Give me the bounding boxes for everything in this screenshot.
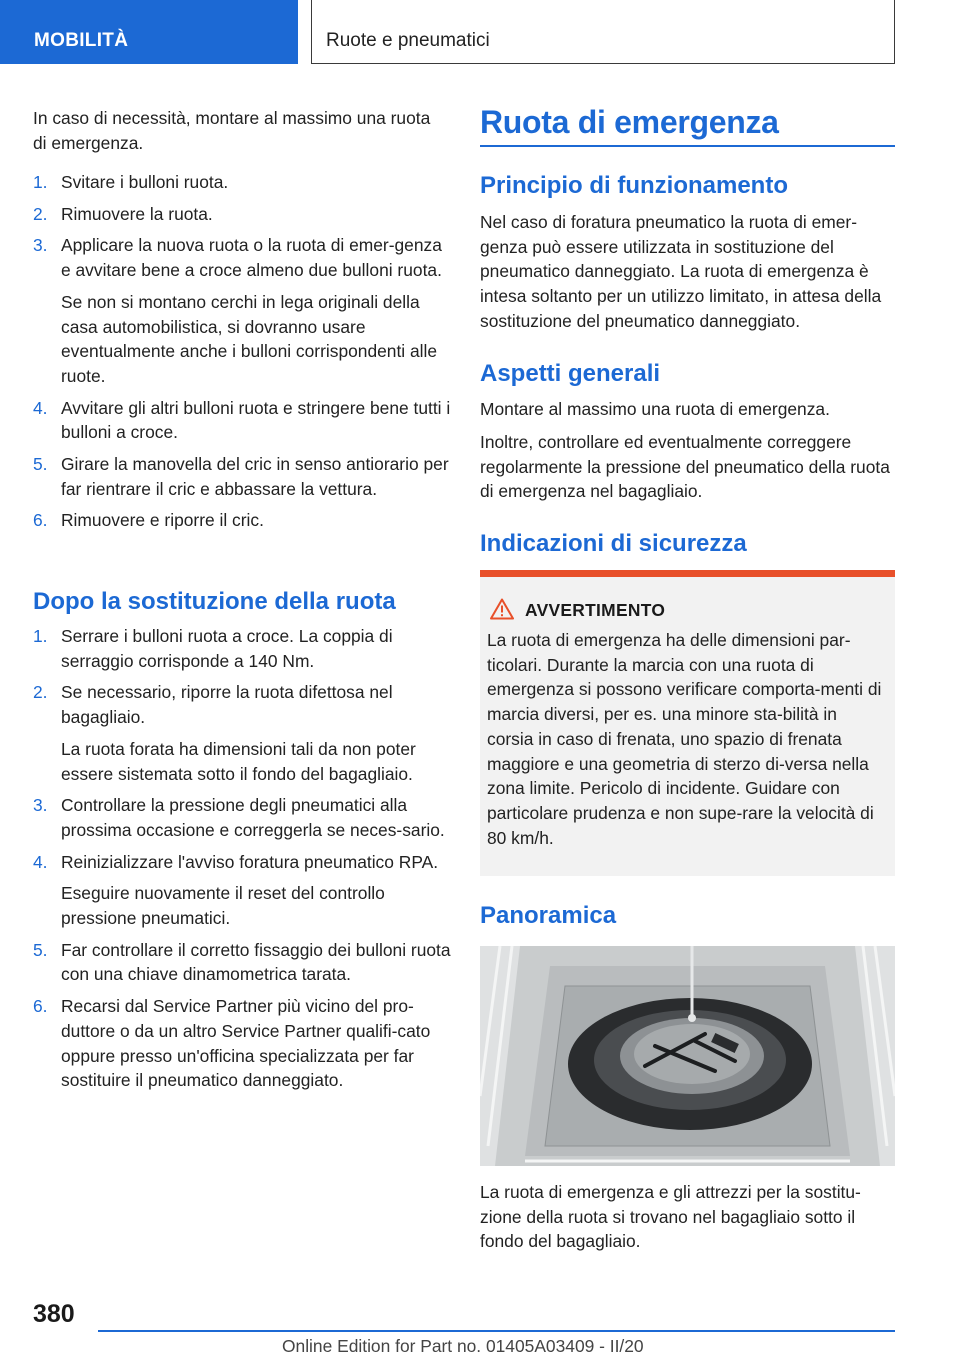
list-item: 1. Svitare i bulloni ruota. — [33, 172, 229, 192]
page-title: Ruota di emergenza — [480, 104, 779, 140]
list-item: 2. Se necessario, riporre la ruota difettosa nel bagagliaio. La ruota forata ha dimensioni tali da non poter essere sistemata sotto il fondo del bagagliaio. — [33, 682, 416, 784]
list-item: 6. Recarsi dal Service Partner più vicino del pro-duttore o da un altro Service Partner qualifi-cato oppure presso un'officina specializzata per far sostituire il pneumatico danneggiato. — [33, 996, 431, 1091]
list-item: 4. Reinizializzare l'avviso foratura pneumatico RPA. Eseguire nuovamente il reset del controllo pressione pneumatici. — [33, 851, 439, 929]
list-item: 4. Avvitare gli altri bulloni ruota e stringere bene tutti i bulloni a croce. — [33, 397, 451, 443]
warning-bar — [480, 570, 895, 577]
heading-principle: Principio di funzionamento — [480, 172, 788, 199]
section-title: MOBILITÀ — [34, 30, 129, 51]
list-item: 3. Controllare la pressione degli pneumatici alla prossima occasione e correggerla se neces-sario. — [33, 795, 445, 840]
general-paragraph-2: Inoltre, controllare ed eventualmente correggere regolarmente la pressione del pneumatico della ruota di emergenza nel bagagliaio. — [480, 432, 890, 502]
warning-title: AVVERTIMENTO — [525, 600, 666, 620]
heading-overview: Panoramica — [480, 902, 617, 929]
chapter-title: Ruote e pneumatici — [326, 30, 490, 51]
warning-text: La ruota di emergenza ha delle dimensioni par-ticolari. Durante la marcia con una ruota di emergenza si possono verificare comporta-menti di marcia diversi, per es. una minore sta-bilità in corsia in caso di frenata, uno spazio di frenata maggiore e una geometria di sterzo di-versa nella zona limite. Pericolo di incidente. Guidare con particolare prudenza e non supe-rare la velocità di 80 km/h. — [487, 630, 882, 848]
heading-after-replacement: Dopo la sostituzione della ruota — [33, 588, 396, 615]
list-item: 1. Serrare i bulloni ruota a croce. La coppia di serraggio corrisponde a 140 Nm. — [33, 626, 393, 671]
page-number: 380 — [33, 1300, 75, 1328]
list-item: 5. Girare la manovella del cric in senso antiorario per far rientrare il cric e abbassare la vettura. — [33, 454, 449, 499]
list-item: 5. Far controllare il corretto fissaggio dei bulloni ruota con una chiave dinamometrica tarata. — [33, 939, 451, 985]
list-item: 6. Rimuovere e riporre il cric. — [33, 510, 264, 531]
section-tab — [0, 0, 298, 64]
list-item: 3. Applicare la nuova ruota o la ruota di emer-genza e avvitare bene a croce almeno due bulloni ruota. Se non si montano cerchi in lega originali della casa automobilistica, si dovranno usare eventualmente anche i bulloni corrispondenti alle ruote. — [33, 235, 442, 386]
steps-list-after — [33, 624, 453, 1093]
chapter-tab — [311, 0, 895, 64]
heading-safety: Indicazioni di sicurezza — [480, 530, 747, 557]
title-rule — [480, 145, 895, 147]
intro-paragraph: In caso di necessità, montare al massimo una ruota di emergenza. — [33, 108, 431, 153]
steps-list-replace — [33, 170, 453, 533]
image-caption: La ruota di emergenza e gli attrezzi per la sostitu-zione della ruota si trovano nel bagagliaio sotto il fondo del bagagliaio. — [480, 1182, 861, 1252]
footer-edition: Online Edition for Part no. 01405A03409 - II/20 — [282, 1336, 644, 1356]
general-paragraph-1: Montare al massimo una ruota di emergenza. — [480, 399, 830, 419]
warning-box — [480, 570, 895, 876]
principle-paragraph: Nel caso di foratura pneumatico la ruota di emer-genza può essere utilizzata in sostituzione del pneumatico danneggiato. La ruota di emergenza è intesa soltanto per un utilizzo limitato, in attesa della sostituzione del pneumatico danneggiato. — [480, 212, 882, 331]
list-item: 2. Rimuovere la ruota. — [33, 203, 213, 224]
heading-general: Aspetti generali — [480, 360, 661, 387]
footer-rule — [98, 1330, 895, 1332]
warning-triangle-icon — [490, 598, 514, 620]
spare-wheel-illustration — [480, 946, 895, 1166]
